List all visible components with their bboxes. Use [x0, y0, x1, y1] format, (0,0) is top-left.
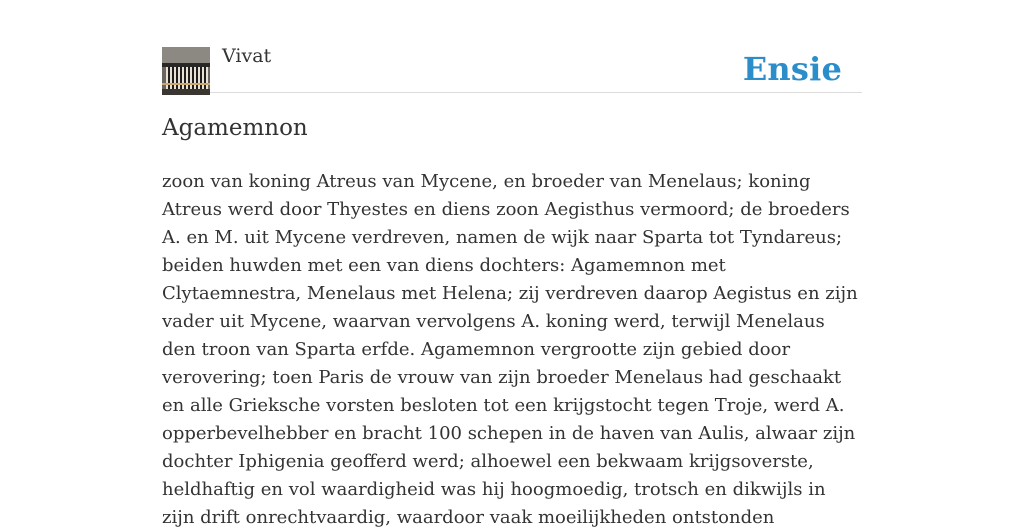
book-spines-avatar-icon: [162, 47, 210, 95]
page-container: [162, 0, 862, 528]
source-avatar[interactable]: [162, 47, 210, 95]
entry-body: zoon van koning Atreus van Mycene, en broeder van Menelaus; koning Atreus werd door Thyestes en diens zoon Aegisthus vermoord; de broeders A. en M. uit Mycene verdreven, namen de wijk naar Sparta tot Tyndareus; beiden huwden met een van diens dochters: Agamemnon met Clytaemnestra, Menelaus met Helena; zij verdreven daarop Aegistus en zijn vader uit Mycene, waarvan vervolgens A. koning werd, terwijl Menelaus den troon van Sparta erfde. Agamemnon vergrootte zijn gebied door verovering; toen Paris de vrouw van zijn broeder Menelaus had geschaakt en alle Grieksche vorsten besloten tot een krijgstocht tegen Troje, werd A. opperbevelhebber en bracht 100 schepen in de haven van Aulis, alwaar zijn dochter Iphigenia geofferd werd; alhoewel een bekwaam krijgsoverste, heldhaftig en vol waardigheid was hij hoogmoedig, trotsch en dikwijls in zijn drift onrechtvaardig, waardoor vaak moeilijkheden ontstonden: [162, 171, 858, 528]
brand-logo[interactable]: Ensie: [742, 50, 842, 88]
source-name[interactable]: Vivat: [222, 45, 272, 67]
entry-title: Agamemnon: [162, 115, 308, 141]
header: [162, 0, 862, 93]
